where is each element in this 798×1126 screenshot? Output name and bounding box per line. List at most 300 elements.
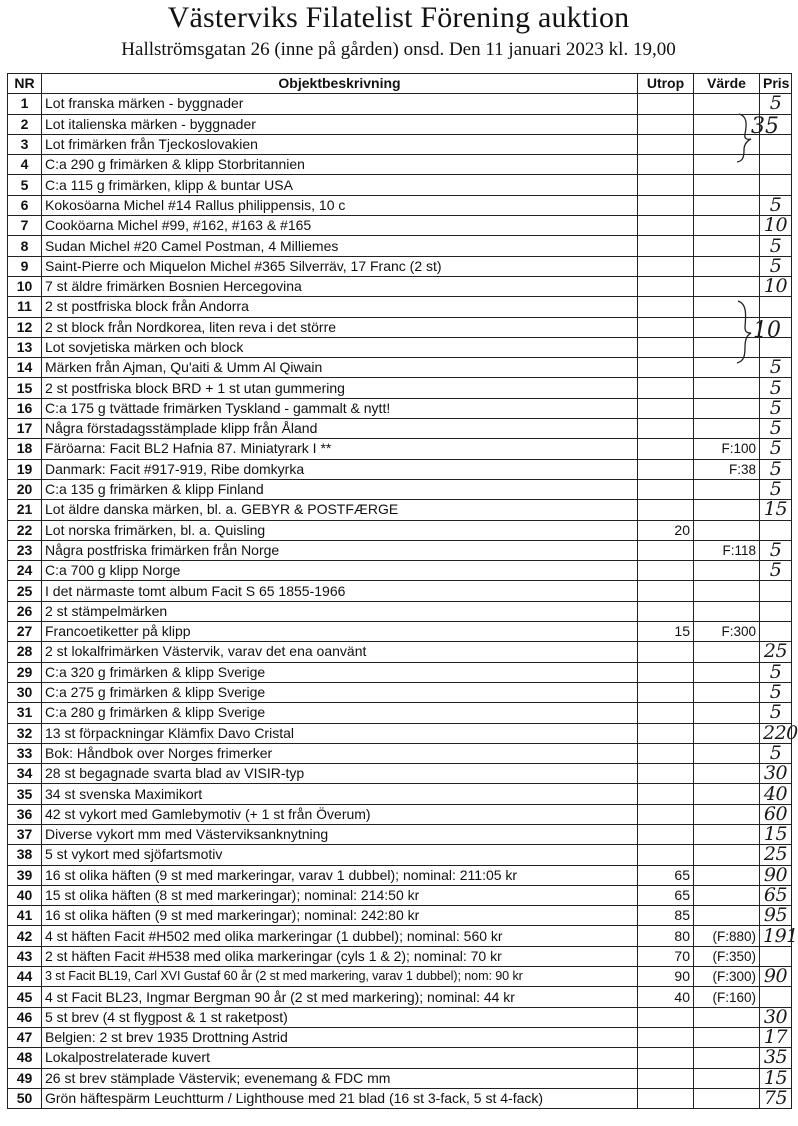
lot-varde — [694, 337, 760, 357]
lot-number: 24 — [8, 561, 42, 581]
lot-varde: F:100 — [694, 439, 760, 459]
lot-number: 16 — [8, 398, 42, 418]
table-row — [8, 784, 792, 804]
lot-pris: 5 — [760, 398, 792, 418]
lot-varde — [694, 764, 760, 784]
lot-pris — [760, 155, 792, 175]
table-row — [8, 885, 792, 905]
lot-description: 2 st postfriska block BRD + 1 st utan gummering — [42, 378, 638, 398]
table-row — [8, 987, 792, 1007]
lot-number: 48 — [8, 1048, 42, 1068]
lot-number: 10 — [8, 276, 42, 296]
lot-utrop: 80 — [638, 926, 694, 946]
lot-varde — [694, 1048, 760, 1068]
lot-varde — [694, 398, 760, 418]
lot-number: 23 — [8, 540, 42, 560]
lot-utrop — [638, 398, 694, 418]
lot-utrop — [638, 337, 694, 357]
lot-description: Lot frimärken från Tjeckoslovakien — [42, 134, 638, 154]
lot-varde — [694, 601, 760, 621]
lot-description: C:a 175 g tvättade frimärken Tyskland - gammalt & nytt! — [42, 398, 638, 418]
table-row — [8, 622, 792, 642]
lot-pris: 10 — [760, 216, 792, 236]
table-row — [8, 662, 792, 682]
lot-utrop — [638, 804, 694, 824]
table-row — [8, 703, 792, 723]
lot-number: 33 — [8, 743, 42, 763]
lot-number: 12 — [8, 317, 42, 337]
table-row — [8, 764, 792, 784]
lot-utrop — [638, 419, 694, 439]
lot-number: 21 — [8, 500, 42, 520]
lot-number: 13 — [8, 337, 42, 357]
lot-utrop: 90 — [638, 967, 694, 987]
lot-number: 8 — [8, 236, 42, 256]
lot-varde — [694, 216, 760, 236]
lot-pris: 5 — [760, 195, 792, 215]
lot-varde — [694, 906, 760, 926]
column-header-description: Objektbeskrivning — [42, 74, 638, 94]
lot-pris: 5 — [760, 459, 792, 479]
lot-number: 36 — [8, 804, 42, 824]
lot-utrop: 65 — [638, 885, 694, 905]
lot-number: 9 — [8, 256, 42, 276]
lot-number: 31 — [8, 703, 42, 723]
lot-pris: 5 — [760, 540, 792, 560]
table-row — [8, 743, 792, 763]
lot-utrop — [638, 358, 694, 378]
lot-number: 45 — [8, 987, 42, 1007]
table-row — [8, 155, 792, 175]
lot-pris: 5 — [760, 378, 792, 398]
lot-utrop: 40 — [638, 987, 694, 1007]
lot-utrop — [638, 297, 694, 317]
lot-description: C:a 135 g frimärken & klipp Finland — [42, 479, 638, 499]
lot-varde: F:300 — [694, 622, 760, 642]
lot-number: 4 — [8, 155, 42, 175]
lot-description: C:a 115 g frimärken, klipp & buntar USA — [42, 175, 638, 195]
lot-pris: 30 — [760, 764, 792, 784]
table-row — [8, 824, 792, 844]
lot-description: C:a 275 g frimärken & klipp Sverige — [42, 682, 638, 702]
column-header-nr: NR — [8, 74, 42, 94]
table-row — [8, 967, 792, 987]
lot-description: C:a 700 g klipp Norge — [42, 561, 638, 581]
table-row — [8, 642, 792, 662]
lot-description: Saint-Pierre och Miquelon Michel #365 Silverräv, 17 Franc (2 st) — [42, 256, 638, 276]
lot-utrop — [638, 561, 694, 581]
lot-description: 3 st Facit BL19, Carl XVI Gustaf 60 år (2 st med markering, varav 1 dubbel); nom: 90 kr — [42, 967, 638, 987]
lot-varde — [694, 743, 760, 763]
lot-pris — [760, 946, 792, 966]
lot-utrop — [638, 1007, 694, 1027]
lot-description: Lot äldre danska märken, bl. a. GEBYR & POSTFÆRGE — [42, 500, 638, 520]
lot-number: 6 — [8, 195, 42, 215]
lot-number: 30 — [8, 682, 42, 702]
lot-utrop — [638, 1068, 694, 1088]
lot-description: 42 st vykort med Gamlebymotiv (+ 1 st från Överum) — [42, 804, 638, 824]
table-row — [8, 398, 792, 418]
lot-pris: 90 — [760, 865, 792, 885]
lot-description: 28 st begagnade svarta blad av VISIR-typ — [42, 764, 638, 784]
page-title: Västerviks Filatelist Förening auktion — [167, 1, 630, 34]
lot-utrop — [638, 256, 694, 276]
lot-pris: 90 — [760, 967, 792, 987]
lot-number: 27 — [8, 622, 42, 642]
table-row — [8, 540, 792, 560]
lot-utrop — [638, 276, 694, 296]
lot-utrop — [638, 743, 694, 763]
table-row — [8, 134, 792, 154]
lot-pris: 5 — [760, 439, 792, 459]
lot-utrop — [638, 662, 694, 682]
lot-number: 34 — [8, 764, 42, 784]
lot-number: 2 — [8, 114, 42, 134]
lot-varde — [694, 865, 760, 885]
table-row — [8, 256, 792, 276]
table-row — [8, 682, 792, 702]
group-price-lots-2-3: 35 — [751, 114, 779, 139]
lot-pris: 5 — [760, 703, 792, 723]
lot-pris — [760, 175, 792, 195]
lot-number: 26 — [8, 601, 42, 621]
lot-varde — [694, 114, 760, 134]
lot-pris: 5 — [760, 662, 792, 682]
lot-varde: (F:300) — [694, 967, 760, 987]
lot-description: Lot sovjetiska märken och block — [42, 337, 638, 357]
lot-pris: 25 — [760, 642, 792, 662]
lot-utrop — [638, 601, 694, 621]
lot-varde — [694, 703, 760, 723]
lot-varde — [694, 804, 760, 824]
table-row — [8, 561, 792, 581]
lot-pris — [760, 622, 792, 642]
lot-utrop — [638, 642, 694, 662]
lot-number: 20 — [8, 479, 42, 499]
lot-description: 13 st förpackningar Klämfix Davo Cristal — [42, 723, 638, 743]
lot-utrop — [638, 845, 694, 865]
table-row — [8, 276, 792, 296]
lot-varde: (F:160) — [694, 987, 760, 1007]
table-row — [8, 195, 792, 215]
lot-pris: 65 — [760, 885, 792, 905]
table-row — [8, 1048, 792, 1068]
lot-pris: 15 — [760, 1068, 792, 1088]
table-row — [8, 581, 792, 601]
lot-description: 5 st vykort med sjöfartsmotiv — [42, 845, 638, 865]
lot-varde — [694, 175, 760, 195]
lot-description: Några förstadagsstämplade klipp från Åland — [42, 419, 638, 439]
table-row — [8, 337, 792, 357]
lot-number: 37 — [8, 824, 42, 844]
group-price-lots-11-13: 10 — [753, 318, 781, 343]
lot-varde — [694, 1088, 760, 1108]
lot-description: C:a 320 g frimärken & klipp Sverige — [42, 662, 638, 682]
lot-number: 14 — [8, 358, 42, 378]
lot-utrop — [638, 216, 694, 236]
lot-utrop — [638, 479, 694, 499]
lot-pris: 5 — [760, 358, 792, 378]
lot-utrop — [638, 155, 694, 175]
lot-number: 49 — [8, 1068, 42, 1088]
lot-varde — [694, 784, 760, 804]
lot-number: 46 — [8, 1007, 42, 1027]
table-row — [8, 439, 792, 459]
lot-description: Diverse vykort mm med Västerviksanknytning — [42, 824, 638, 844]
table-row — [8, 723, 792, 743]
lot-utrop — [638, 723, 694, 743]
lot-utrop — [638, 134, 694, 154]
lot-varde — [694, 682, 760, 702]
lot-utrop — [638, 195, 694, 215]
lot-description: 4 st häften Facit #H502 med olika markeringar (1 dubbel); nominal: 560 kr — [42, 926, 638, 946]
lot-description: 2 st block från Nordkorea, liten reva i det större — [42, 317, 638, 337]
table-row — [8, 845, 792, 865]
table-row — [8, 216, 792, 236]
lot-description: 2 st postfriska block från Andorra — [42, 297, 638, 317]
lot-varde — [694, 845, 760, 865]
lot-utrop: 85 — [638, 906, 694, 926]
lot-number: 44 — [8, 967, 42, 987]
lot-varde — [694, 1027, 760, 1047]
lot-pris: 95 — [760, 906, 792, 926]
lot-varde — [694, 134, 760, 154]
table-row — [8, 378, 792, 398]
lot-varde — [694, 378, 760, 398]
lot-number: 32 — [8, 723, 42, 743]
lot-varde — [694, 1007, 760, 1027]
lot-pris — [760, 987, 792, 1007]
table-row — [8, 1027, 792, 1047]
lot-number: 39 — [8, 865, 42, 885]
lot-pris: 35 — [760, 1048, 792, 1068]
lot-utrop — [638, 682, 694, 702]
lot-description: Danmark: Facit #917-919, Ribe domkyrka — [42, 459, 638, 479]
lot-varde — [694, 642, 760, 662]
lot-utrop — [638, 1048, 694, 1068]
lot-description: 16 st olika häften (9 st med markeringar); nominal: 242:80 kr — [42, 906, 638, 926]
lot-varde — [694, 479, 760, 499]
lot-description: 4 st Facit BL23, Ingmar Bergman 90 år (2 st med markering); nominal: 44 kr — [42, 987, 638, 1007]
table-row — [8, 520, 792, 540]
lot-pris: 5 — [760, 682, 792, 702]
lot-number: 43 — [8, 946, 42, 966]
lot-utrop — [638, 540, 694, 560]
lot-pris — [760, 297, 792, 317]
lot-pris: 60 — [760, 804, 792, 824]
lot-pris — [760, 601, 792, 621]
lot-pris: 5 — [760, 561, 792, 581]
lot-varde: (F:350) — [694, 946, 760, 966]
lot-description: 2 st stämpelmärken — [42, 601, 638, 621]
lot-utrop — [638, 317, 694, 337]
lot-description: Grön häftespärm Leuchtturm / Lighthouse med 21 blad (16 st 3-fack, 5 st 4-fack) — [42, 1088, 638, 1108]
lot-varde — [694, 662, 760, 682]
column-header-varde: Värde — [694, 74, 760, 94]
lot-number: 18 — [8, 439, 42, 459]
table-row — [8, 1088, 792, 1108]
table-row — [8, 419, 792, 439]
lot-description: Bok: Håndbok over Norges frimerker — [42, 743, 638, 763]
table-row — [8, 459, 792, 479]
lot-pris: 10 — [760, 276, 792, 296]
table-row — [8, 601, 792, 621]
lot-description: 5 st brev (4 st flygpost & 1 st raketpost) — [42, 1007, 638, 1027]
lot-utrop — [638, 175, 694, 195]
lot-varde: F:38 — [694, 459, 760, 479]
lot-description: 2 st häften Facit #H538 med olika markeringar (cyls 1 & 2); nominal: 70 kr — [42, 946, 638, 966]
lot-utrop — [638, 500, 694, 520]
lot-number: 38 — [8, 845, 42, 865]
lot-number: 28 — [8, 642, 42, 662]
lot-varde — [694, 256, 760, 276]
lot-description: Lokalpostrelaterade kuvert — [42, 1048, 638, 1068]
lot-description: I det närmaste tomt album Facit S 65 1855-1966 — [42, 581, 638, 601]
lot-description: Belgien: 2 st brev 1935 Drottning Astrid — [42, 1027, 638, 1047]
lot-number: 47 — [8, 1027, 42, 1047]
lot-pris: 5 — [760, 419, 792, 439]
table-row — [8, 865, 792, 885]
lot-number: 40 — [8, 885, 42, 905]
table-row — [8, 358, 792, 378]
lot-number: 15 — [8, 378, 42, 398]
table-row — [8, 94, 792, 114]
table-row — [8, 804, 792, 824]
lot-utrop — [638, 1027, 694, 1047]
lot-description: 26 st brev stämplade Västervik; evenemang & FDC mm — [42, 1068, 638, 1088]
lot-pris: 5 — [760, 743, 792, 763]
lot-description: C:a 290 g frimärken & klipp Storbritannien — [42, 155, 638, 175]
lot-number: 3 — [8, 134, 42, 154]
lot-number: 11 — [8, 297, 42, 317]
lot-utrop — [638, 703, 694, 723]
lot-pris: 191 — [760, 926, 792, 946]
lot-varde — [694, 561, 760, 581]
lot-number: 1 — [8, 94, 42, 114]
lot-number: 29 — [8, 662, 42, 682]
lot-varde: (F:880) — [694, 926, 760, 946]
lot-varde — [694, 500, 760, 520]
lot-pris: 25 — [760, 845, 792, 865]
column-header-utrop: Utrop — [638, 74, 694, 94]
lot-number: 19 — [8, 459, 42, 479]
table-row — [8, 946, 792, 966]
lot-description: 34 st svenska Maximikort — [42, 784, 638, 804]
table-row — [8, 114, 792, 134]
lot-number: 25 — [8, 581, 42, 601]
lot-description: Lot italienska märken - byggnader — [42, 114, 638, 134]
lot-pris: 5 — [760, 256, 792, 276]
column-header-pris: Pris — [760, 74, 792, 94]
lot-varde — [694, 155, 760, 175]
lot-varde — [694, 236, 760, 256]
auction-table — [7, 73, 798, 1109]
lot-description: Lot norska frimärken, bl. a. Quisling — [42, 520, 638, 540]
table-row — [8, 297, 792, 317]
lot-pris: 5 — [760, 479, 792, 499]
lot-number: 42 — [8, 926, 42, 946]
lot-description: 16 st olika häften (9 st med markeringar, varav 1 dubbel); nominal: 211:05 kr — [42, 865, 638, 885]
table-row — [8, 1007, 792, 1027]
lot-varde — [694, 276, 760, 296]
lot-pris — [760, 520, 792, 540]
lot-varde — [694, 317, 760, 337]
lot-pris: 5 — [760, 236, 792, 256]
lot-utrop: 65 — [638, 865, 694, 885]
lot-pris: 15 — [760, 824, 792, 844]
lot-utrop: 70 — [638, 946, 694, 966]
lot-pris: 17 — [760, 1027, 792, 1047]
lot-varde — [694, 723, 760, 743]
lot-description: Lot franska märken - byggnader — [42, 94, 638, 114]
lot-utrop — [638, 439, 694, 459]
lot-varde — [694, 824, 760, 844]
table-row — [8, 236, 792, 256]
lot-description: Några postfriska frimärken från Norge — [42, 540, 638, 560]
lot-number: 35 — [8, 784, 42, 804]
lot-utrop — [638, 824, 694, 844]
lot-pris — [760, 581, 792, 601]
lot-pris: 5 — [760, 94, 792, 114]
lot-varde — [694, 1068, 760, 1088]
lot-pris: 75 — [760, 1088, 792, 1108]
lot-number: 5 — [8, 175, 42, 195]
lot-description: 15 st olika häften (8 st med markeringar); nominal: 214:50 kr — [42, 885, 638, 905]
lot-utrop — [638, 236, 694, 256]
table-row — [8, 906, 792, 926]
lot-description: Sudan Michel #20 Camel Postman, 4 Milliemes — [42, 236, 638, 256]
lot-number: 7 — [8, 216, 42, 236]
lot-pris: 220 — [760, 723, 792, 743]
table-row — [8, 175, 792, 195]
table-row — [8, 479, 792, 499]
lot-varde — [694, 419, 760, 439]
lot-utrop — [638, 94, 694, 114]
lot-utrop: 15 — [638, 622, 694, 642]
lot-description: Färöarna: Facit BL2 Hafnia 87. Miniatyrark I ** — [42, 439, 638, 459]
lot-utrop: 20 — [638, 520, 694, 540]
lot-utrop — [638, 784, 694, 804]
table-row — [8, 926, 792, 946]
lot-pris: 30 — [760, 1007, 792, 1027]
lot-description: C:a 280 g frimärken & klipp Sverige — [42, 703, 638, 723]
lot-number: 41 — [8, 906, 42, 926]
lot-description: Märken från Ajman, Qu'aiti & Umm Al Qiwain — [42, 358, 638, 378]
lot-utrop — [638, 114, 694, 134]
lot-description: Cooköarna Michel #99, #162, #163 & #165 — [42, 216, 638, 236]
lot-utrop — [638, 764, 694, 784]
lot-pris: 40 — [760, 784, 792, 804]
lot-varde — [694, 195, 760, 215]
table-row — [8, 500, 792, 520]
lot-number: 22 — [8, 520, 42, 540]
lot-varde — [694, 885, 760, 905]
lot-utrop — [638, 581, 694, 601]
page-subtitle: Hallströmsgatan 26 (inne på gården) onsd. Den 11 januari 2023 kl. 19,00 — [121, 39, 676, 60]
lot-description: Francoetiketter på klipp — [42, 622, 638, 642]
lot-varde — [694, 94, 760, 114]
table-row — [8, 317, 792, 337]
lot-utrop — [638, 378, 694, 398]
lot-varde: F:118 — [694, 540, 760, 560]
lot-number: 50 — [8, 1088, 42, 1108]
lot-pris: 15 — [760, 500, 792, 520]
lot-varde — [694, 358, 760, 378]
lot-utrop — [638, 459, 694, 479]
lot-number: 17 — [8, 419, 42, 439]
lot-description: 2 st lokalfrimärken Västervik, varav det ena oanvänt — [42, 642, 638, 662]
lot-description: 7 st äldre frimärken Bosnien Hercegovina — [42, 276, 638, 296]
